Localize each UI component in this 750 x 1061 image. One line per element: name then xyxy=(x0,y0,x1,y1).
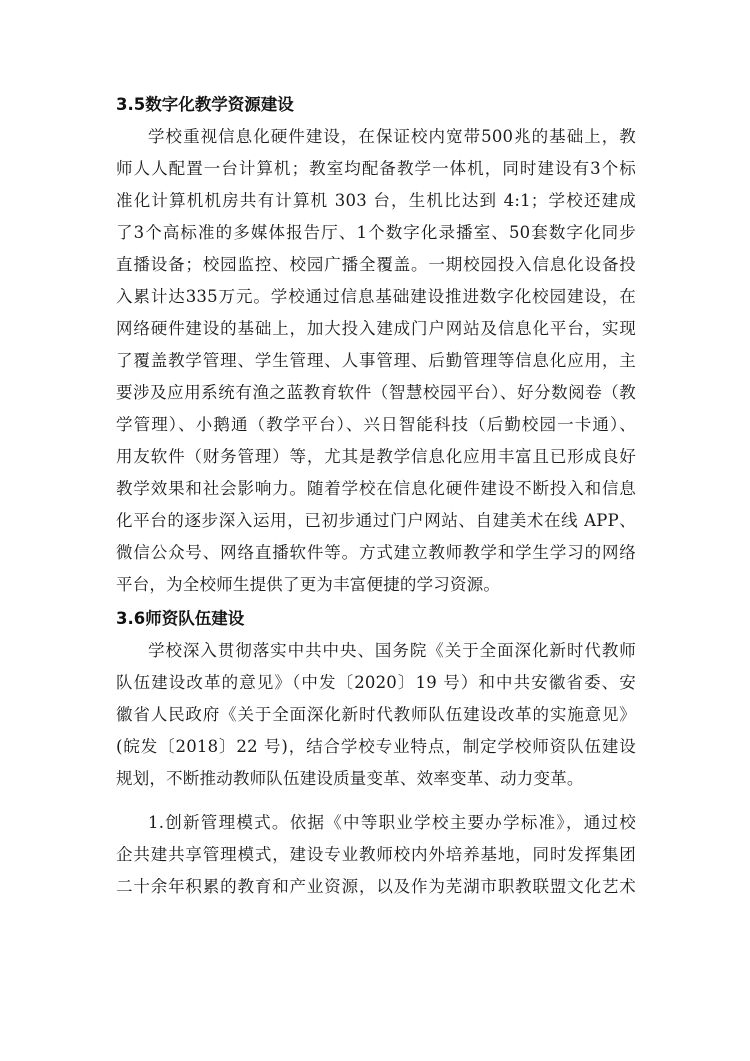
paragraph-line: 学校深入贯彻落实中共中央、国务院《关于全面深化新时代教师 xyxy=(148,641,636,660)
paragraph-line: 微信公众号、网络直播软件等。方式建立教师教学和学生学习的网络 xyxy=(116,543,636,562)
paragraph-line: 学校重视信息化硬件建设，在保证校内宽带500兆的基础上，教 xyxy=(148,127,636,146)
paragraph-line: 二十余年积累的教育和产业资源，以及作为芜湖市职教联盟文化艺术 xyxy=(116,877,636,896)
paragraph-line: 平台，为全校师生提供了更为丰富便捷的学习资源。 xyxy=(116,575,501,594)
paragraph-line: 用友软件（财务管理）等，尤其是教学信息化应用丰富且已形成良好 xyxy=(116,447,636,466)
paragraph-line: 徽省人民政府《关于全面深化新时代教师队伍建设改革的实施意见》 xyxy=(116,705,636,724)
paragraph-line: 准化计算机机房共有计算机 303 台，生机比达到 4:1；学校还建成 xyxy=(116,191,636,210)
paragraph-line: 队伍建设改革的意见》（中发〔2020〕19 号）和中共安徽省委、安 xyxy=(116,673,636,692)
paragraph-line: 规划，不断推动教师队伍建设质量变革、效率变革、动力变革。 xyxy=(116,769,584,788)
paragraph-line: 要涉及应用系统有渔之蓝教育软件（智慧校园平台）、好分数阅卷（教 xyxy=(116,383,636,402)
paragraph-line: 1.创新管理模式。依据《中等职业学校主要办学标准》，通过校 xyxy=(148,813,636,832)
paragraph-line: 入累计达335万元。学校通过信息基础建设推进数字化校园建设，在 xyxy=(116,287,636,306)
section-heading-3-5: 3.5数字化教学资源建设 xyxy=(116,95,294,114)
paragraph-line: 教学效果和社会影响力。随着学校在信息化硬件建设不断投入和信息 xyxy=(116,479,636,498)
paragraph-line: 了3个高标准的多媒体报告厅、1个数字化录播室、50套数字化同步 xyxy=(116,223,636,242)
paragraph-line: 企共建共享管理模式，建设专业教师校内外培养基地，同时发挥集团 xyxy=(116,845,636,864)
section-heading-3-6: 3.6师资队伍建设 xyxy=(116,609,245,628)
paragraph-line: 了覆盖教学管理、学生管理、人事管理、后勤管理等信息化应用，主 xyxy=(116,351,636,370)
paragraph-line: 师人人配置一台计算机；教室均配备教学一体机，同时建设有3个标 xyxy=(116,159,636,178)
paragraph-line: (皖发〔2018〕22 号)，结合学校专业特点，制定学校师资队伍建设 xyxy=(116,737,636,756)
paragraph-line: 学管理）、小鹅通（教学平台）、兴日智能科技（后勤校园一卡通）、 xyxy=(116,415,636,434)
paragraph-line: 直播设备；校园监控、校园广播全覆盖。一期校园投入信息化设备投 xyxy=(116,255,636,274)
paragraph-line: 化平台的逐步深入运用，已初步通过门户网站、自建美术在线 APP、 xyxy=(116,511,636,530)
paragraph-line: 网络硬件建设的基础上，加大投入建成门户网站及信息化平台，实现 xyxy=(116,319,636,338)
